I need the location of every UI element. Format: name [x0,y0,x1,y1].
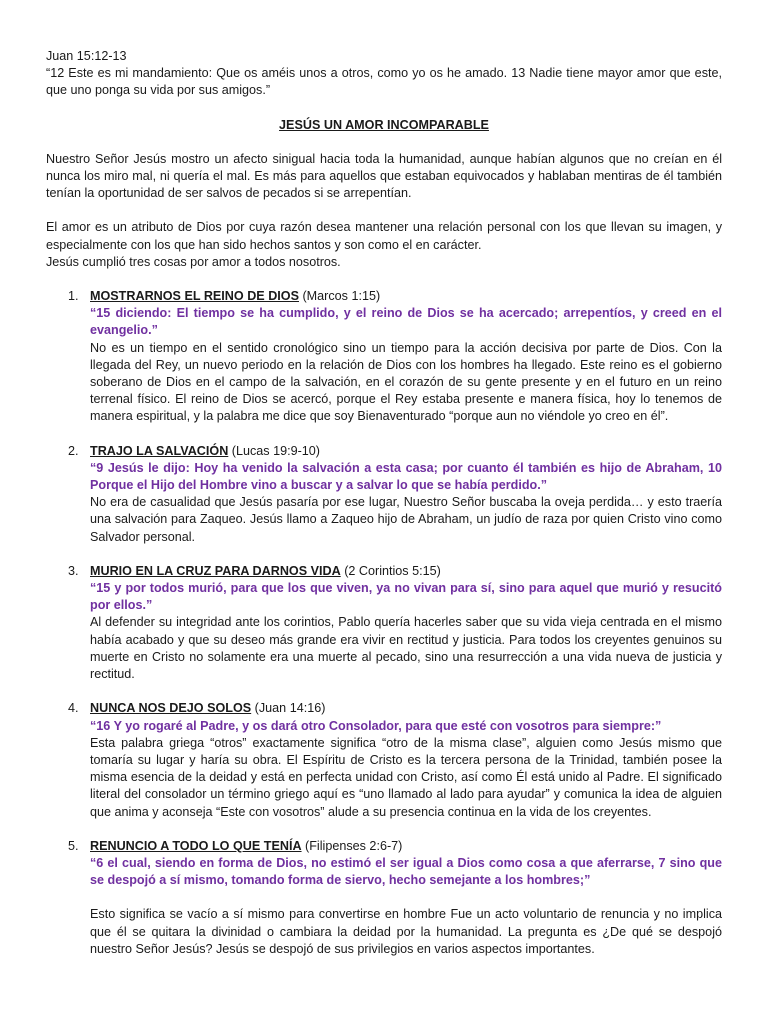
item-body: Al defender su integridad ante los corintios, Pablo quería hacerles saber que su vida vieja centrada en el mismo había acabado y que su deseo más grande era vivir en rectitud y justicia. Para todos los creyentes genuinos su muerte en Cristo no solamente era una muerte al pecado, sino una resurrección a una vida nueva de justicia y rectitud. [90,615,722,682]
intro-paragraph-1: Nuestro Señor Jesús mostro un afecto sinigual hacia toda la humanidad, aunque habían algunos que no creían en él nunca los miro mal, ni quería el mal. Es más para aquellos que estaban equivocados y hablaban mentiras de él también tenían la oportunidad de ser salvos de pecados si se arrepentían. [46,151,722,201]
item-quote: “15 diciendo: El tiempo se ha cumplido, y el reino de Dios se ha acercado; arrepentíos, y creed en el evangelio.” [90,306,722,338]
item-body: Esta palabra griega “otros” exactamente significa “otro de la misma clase”, alguien como Jesús mismo que tomaría su lugar y haría su obra. El Espíritu de Cristo es la tercera persona de la Trinidad, también posee la misma esencia de la deidad y está en perfecta unidad con Cristo, así como Él está unido al Padre. El significado literal del consolador un término griego aquí es “uno llamado al lado para ayudar” y comunica la idea de alguien que anima y aconseja “Este con vosotros” alude a su presencia continua en la vida de los creyentes. [90,735,722,819]
item-heading-line [90,563,722,580]
spacer [46,271,722,288]
item-heading: NUNCA NOS DEJO SOLOS [90,701,252,716]
item-reference: (Juan 14:16) [251,701,326,716]
item-quote: “15 y por todos murió, para que los que viven, ya no vivan para sí, sino para aquel que murió y resucitó por ellos.” [90,581,722,613]
verse-reference: Juan 15:12-13 [46,49,127,63]
item-heading: RENUNCIO A TODO LO QUE TENÍA [90,838,302,853]
item-reference: (Filipenses 2:6-7) [301,838,403,853]
intro-paragraph-2: El amor es un atributo de Dios por cuya razón desea mantener una relación personal con los que llevan su imagen, y especialmente con los que han sido hechos santos y son como el en carácter. [46,220,722,252]
item-reference: (Marcos 1:15) [298,289,381,304]
list-item [46,838,722,958]
item-quote: “6 el cual, siendo en forma de Dios, no estimó el ser igual a Dios como cosa a que aferrarse, 7 sino que se despojó a sí mismo, tomando forma de siervo, hecho semejante a los hombres;” [90,855,722,888]
list-item [46,288,722,426]
item-heading-line [90,700,722,717]
list-item [46,700,722,820]
item-number: 1. [68,289,79,304]
document-title: JESÚS UN AMOR INCOMPARABLE [279,117,489,132]
intro-paragraph-3: Jesús cumplió tres cosas por amor a todos nosotros. [46,254,341,269]
list-item [46,563,722,683]
item-number: 2. [68,443,79,458]
item-number: 4. [68,701,79,716]
item-heading-line [90,443,722,460]
spacer [46,202,722,219]
item-body: No es un tiempo en el sentido cronológico sino un tiempo para la acción decisiva por parte de Dios. Con la llegada del Rey, un nuevo periodo en la relación de Dios con los hombres ha llegado. Este reino es el gobierno soberano de Dios en el campo de la salvación, en el corazón de su gente presente y en el futuro en un reino terrenal físico. El reino de Dios se acercó, porque el Rey estaba presente e manera física, hoy lo tenemos de manera espiritual, y la palabra me dice que soy Bienaventurado “porque aun no viéndole yo creo en él”. [90,340,722,424]
item-number: 3. [68,563,79,578]
item-reference: (Lucas 19:9-10) [228,443,321,458]
item-reference: (2 Corintios 5:15) [340,563,441,578]
item-heading: TRAJO LA SALVACIÓN [90,443,229,458]
item-heading-line [90,838,722,855]
item-heading: MURIO EN LA CRUZ PARA DARNOS VIDA [90,563,341,578]
item-number: 5. [68,838,79,853]
points-list [46,288,722,958]
item-quote: “9 Jesús le dijo: Hoy ha venido la salvación a esta casa; por cuanto él también es hijo de Abraham, 10 Porque el Hijo del Hombre vino a buscar y a salvar lo que se había perdido.” [90,460,722,493]
item-heading: MOSTRARNOS EL REINO DE DIOS [90,289,299,304]
list-item [46,443,722,546]
spacer [90,889,722,906]
item-after-paragraph: Esto significa se vacío a sí mismo para convertirse en hombre Fue un acto voluntario de renuncia y no implica que él se quitara la divinidad o cambiara la deidad por la humanidad. La pregunta es ¿De qué se despojó nuestro Señor Jesús? Jesús se despojó de sus privilegios en varios aspectos importantes. [90,907,722,956]
epigraph-quote: “12 Este es mi mandamiento: Que os améis unos a otros, como yo os he amado. 13 Nadie tiene mayor amor que este, que uno ponga su vida por sus amigos.” [46,66,722,98]
item-quote: “16 Y yo rogaré al Padre, y os dará otro Consolador, para que esté con vosotros para siempre:” [90,718,662,733]
item-heading-line [90,288,722,305]
item-body: No era de casualidad que Jesús pasaría por ese lugar, Nuestro Señor buscaba la oveja perdida… y esto traería una salvación para Zaqueo. Jesús llamo a Zaqueo hijo de Abraham, un judío de raza por quien Cristo vino como Salvador personal. [90,495,722,544]
